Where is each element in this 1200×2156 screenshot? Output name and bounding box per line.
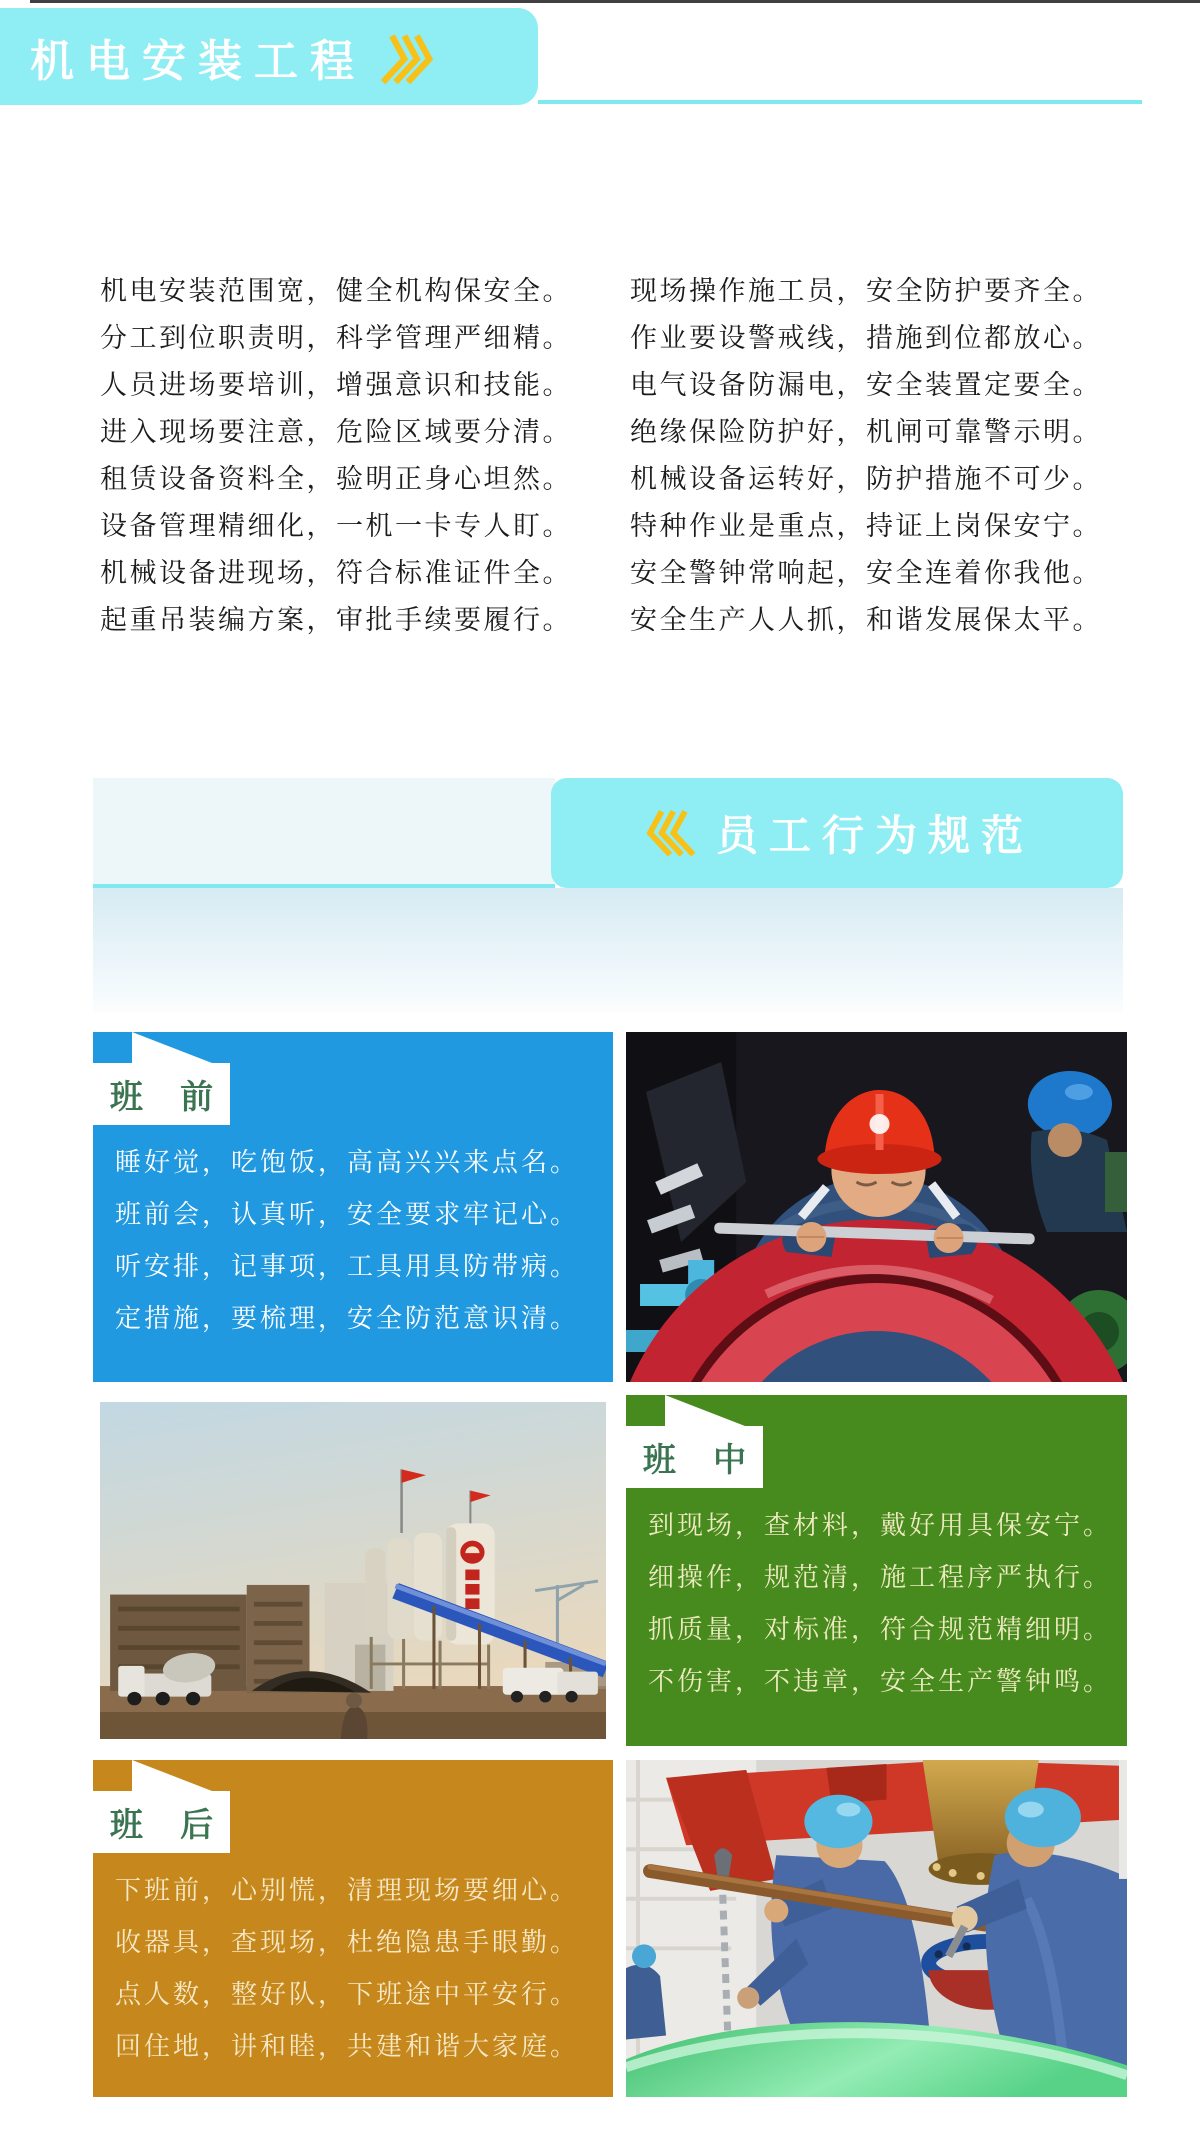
poem-line: 进入现场要注意，危险区域要分清。 (100, 417, 572, 447)
triple-chevron-right-icon (376, 32, 440, 86)
behavior-card-after-shift (93, 1760, 613, 2097)
card-line: 听安排，记事项，工具用具防带病。 (115, 1251, 580, 1281)
poem-line: 分工到位职责明，科学管理严细精。 (100, 323, 572, 353)
poem-line: 安全生产人人抓，和谐发展保太平。 (630, 605, 1102, 635)
card-line: 细操作，规范清，施工程序严执行。 (648, 1562, 1113, 1592)
section-header-behavior-band (93, 778, 1123, 888)
card-line: 定措施，要梳理，安全防范意识清。 (115, 1303, 580, 1333)
worker-inspecting-red-coupling-photo (626, 1032, 1127, 1382)
card-line: 收器具，查现场，杜绝隐患手眼勤。 (115, 1927, 580, 1957)
section-header-behavior (551, 778, 1123, 888)
poem-line: 作业要设警戒线，措施到位都放心。 (630, 323, 1102, 353)
section-title: 员工行为规范 (715, 812, 1034, 859)
card-line: 回住地，讲和睦，共建和谐大家庭。 (115, 2031, 580, 2061)
card-lines (115, 1136, 605, 1344)
safety-poem (100, 268, 1130, 644)
card-lines (115, 1864, 605, 2072)
poem-line: 设备管理精细化，一机一卡专人盯。 (100, 511, 572, 541)
card-line: 班前会，认真听，安全要求牢记心。 (115, 1199, 580, 1229)
poem-line: 电气设备防漏电，安全装置定要全。 (630, 370, 1102, 400)
header-underline (538, 100, 1142, 104)
poem-line: 机械设备进现场，符合标准证件全。 (100, 558, 572, 588)
behavior-card-before-shift (93, 1032, 613, 1382)
card-line: 睡好觉，吃饱饭，高高兴兴来点名。 (115, 1147, 580, 1177)
poem-line: 机械设备运转好，防护措施不可少。 (630, 464, 1102, 494)
workers-installing-pipe-flange-photo (626, 1760, 1127, 2097)
card-label-tab: 班 后 (93, 1791, 230, 1853)
poem-line: 人员进场要培训，增强意识和技能。 (100, 370, 572, 400)
poem-right-column (630, 268, 1130, 644)
concrete-batching-plant-photo (93, 1395, 613, 1746)
card-lines (648, 1499, 1119, 1707)
poem-line: 特种作业是重点，持证上岗保安宁。 (630, 511, 1102, 541)
triple-chevron-left-icon (640, 806, 700, 860)
card-line: 点人数，整好队，下班途中平安行。 (115, 1979, 580, 2009)
poem-line: 起重吊装编方案，审批手续要履行。 (100, 605, 572, 635)
card-label-tab: 班 中 (626, 1426, 763, 1488)
behavior-card-during-shift (626, 1395, 1127, 1746)
card-line: 不伤害，不违章，安全生产警钟鸣。 (648, 1666, 1113, 1696)
poem-left-column (100, 268, 600, 644)
header-light-strip (93, 778, 555, 888)
section-header-mech-install (0, 8, 538, 105)
card-label-tab: 班 前 (93, 1063, 230, 1125)
card-line: 抓质量，对标准，符合规范精细明。 (648, 1614, 1113, 1644)
poem-line: 租赁设备资料全，验明正身心坦然。 (100, 464, 572, 494)
scan-edge-artifact (30, 0, 1200, 3)
section-title: 机电安装工程 (30, 36, 366, 86)
poem-line: 机电安装范围宽，健全机构保安全。 (100, 276, 572, 306)
poem-line: 现场操作施工员，安全防护要齐全。 (630, 276, 1102, 306)
card-line: 到现场，查材料，戴好用具保安宁。 (648, 1510, 1113, 1540)
card-line: 下班前，心别慌，清理现场要细心。 (115, 1875, 580, 1905)
poem-line: 绝缘保险防护好，机闸可靠警示明。 (630, 417, 1102, 447)
poem-line: 安全警钟常响起，安全连着你我他。 (630, 558, 1102, 588)
header-fade-strip (93, 888, 1123, 1012)
